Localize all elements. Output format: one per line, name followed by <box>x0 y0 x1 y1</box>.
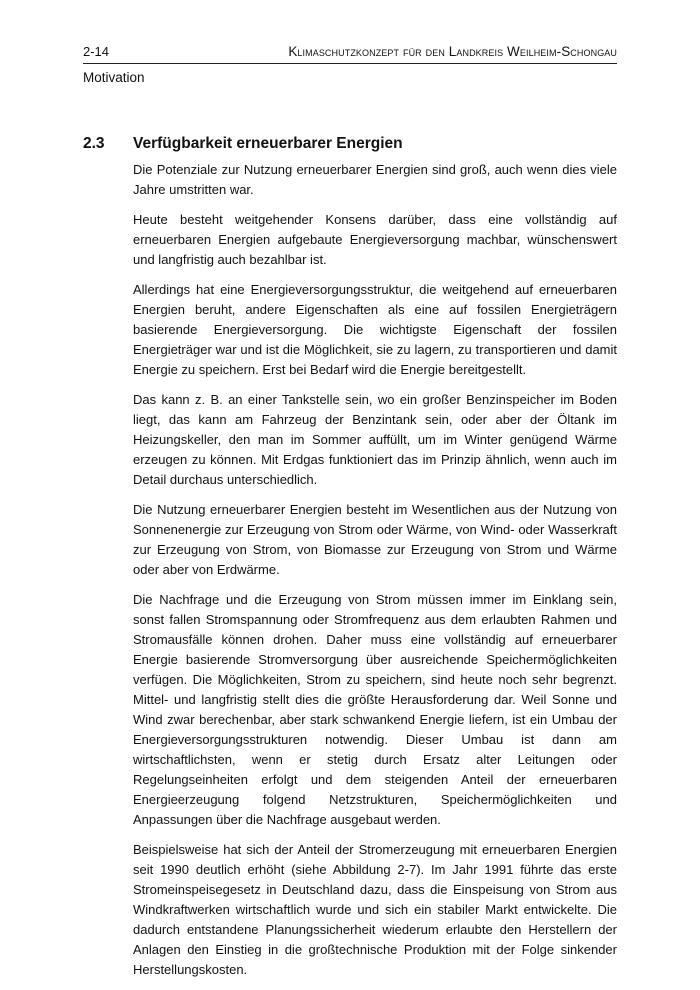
body-text <box>133 160 617 990</box>
paragraph: Das kann z. B. an einer Tankstelle sein, wo ein großer Benzinspeicher im Boden liegt, das kann am Fahrzeug der Benzintank sein, oder aber der Öltank im Heizungskeller, den man im Sommer auffüllt, um im Winter genügend Wärme erzeugen zu können. Mit Erdgas funktioniert das im Prinzip ähnlich, wenn auch im Detail durchaus unterschiedlich. <box>133 392 617 487</box>
page-header <box>83 44 617 60</box>
paragraph: Die Potenziale zur Nutzung erneuerbarer Energien sind groß, auch wenn dies viele Jahre umstritten war. <box>133 162 617 197</box>
section-heading <box>83 134 617 154</box>
page-number: 2-14 <box>83 44 110 59</box>
paragraph: Die Nutzung erneuerbarer Energien besteht im Wesentlichen aus der Nutzung von Sonnenenergie zur Erzeugung von Strom oder Wärme, von Wind- oder Wasserkraft zur Erzeugung von Strom, von Biomasse zur Erzeugung von Strom und Wärme oder aber von Erdwärme. <box>133 502 617 577</box>
section-label: Motivation <box>83 70 145 85</box>
section-title: Verfügbarkeit erneuerbarer Energien <box>133 135 403 152</box>
paragraph: Die Nachfrage und die Erzeugung von Strom müssen immer im Einklang sein, sonst fallen Stromspannung oder Stromfrequenz aus dem erlaubten Rahmen und Stromausfälle können drohen. Daher muss eine vollständig auf erneuerbarer Energie basierende Stromversorgung über ausreichende Speichermöglichkeiten verfügen. Die Möglichkeiten, Strom zu speichern, sind heute noch sehr begrenzt. Mittel- und langfristig stellt dies die größte Herausforderung dar. Weil Sonne und Wind zwar berechenbar, aber stark schwankend Energie liefern, ist ein Umbau der Energieversorgungsstrukturen notwendig. Dieser Umbau ist dann am wirtschaftlichsten, wenn er stetig durch Ersatz alter Leitungen oder Regelungseinheiten erfolgt und dem steigenden Anteil der erneuerbaren Energieerzeugung folgend Netzstrukturen, Speichermöglichkeiten und Anpassungen über die Nachfrage ausgebaut werden. <box>133 592 617 827</box>
document-title: Klimaschutzkonzept für den Landkreis Weilheim-Schongau <box>288 44 617 59</box>
paragraph: Allerdings hat eine Energieversorgungsstruktur, die weitgehend auf erneuerbaren Energien beruht, andere Eigenschaften als eine auf fossilen Energieträgern basierende Energieversorgung. Die wichtigste Eigenschaft der fossilen Energieträger war und ist die Möglichkeit, sie zu lagern, zu transportieren und damit Energie zu speichern. Erst bei Bedarf wird die Energie bereitgestellt. <box>133 282 617 377</box>
header-rule <box>83 63 617 64</box>
paragraph: Beispielsweise hat sich der Anteil der Stromerzeugung mit erneuerbaren Energien seit 1990 deutlich erhöht (siehe Abbildung 2-7). Im Jahr 1991 führte das erste Stromeinspeisegesetz in Deutschland dazu, dass die Einspeisung von Strom aus Windkraftwerken wirtschaftlich wurde und sich ein stabiler Markt entwickelte. Die dadurch entstandene Planungssicherheit wiederum erlaubte den Herstellern der Anlagen den Einstieg in die großtechnische Produktion mit der Folge sinkender Herstellungskosten. <box>133 842 617 977</box>
paragraph: Heute besteht weitgehender Konsens darüber, dass eine vollständig auf erneuerbaren Energien aufgebaute Energieversorgung machbar, wünschenswert und langfristig auch bezahlbar ist. <box>133 212 617 267</box>
section-number: 2.3 <box>83 135 105 152</box>
